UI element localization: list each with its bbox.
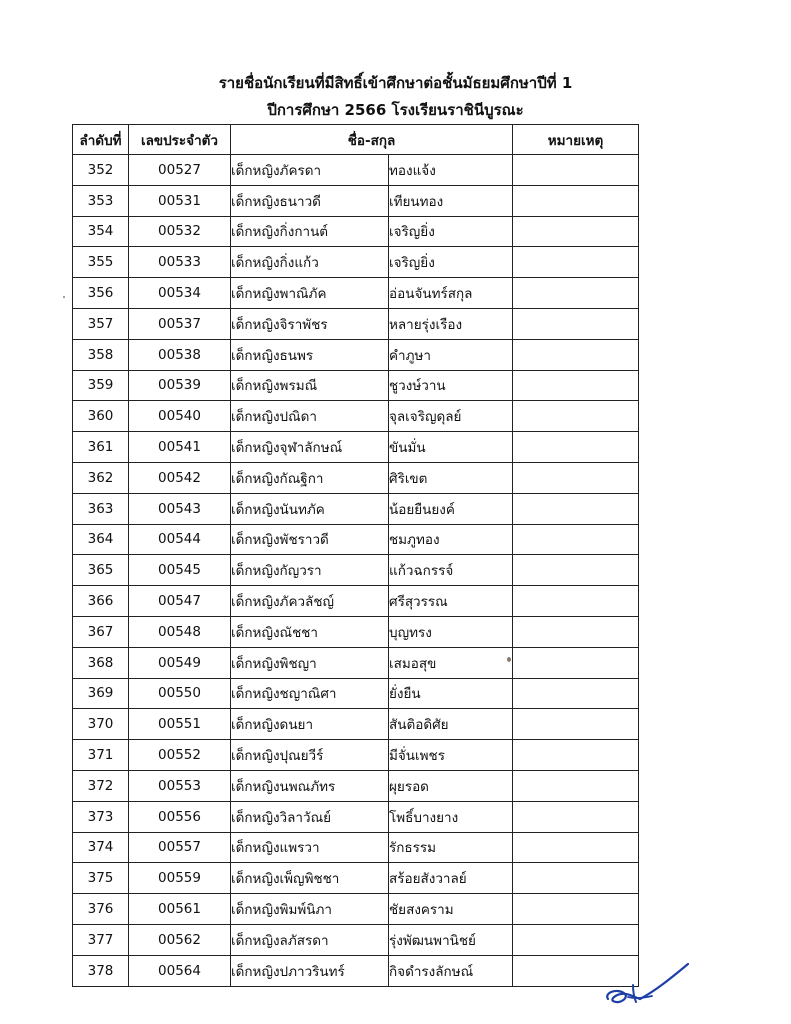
table-row bbox=[73, 370, 639, 401]
last-name-cell: ชมภูทอง bbox=[389, 524, 513, 555]
last-name-cell: ขันมั่น bbox=[389, 432, 513, 463]
order-cell: 357 bbox=[73, 308, 129, 339]
remark-cell bbox=[513, 308, 639, 339]
first-name-cell: เด็กหญิงกิ่งกานต์ bbox=[231, 216, 389, 247]
last-name-cell: หลายรุ่งเรือง bbox=[389, 308, 513, 339]
remark-cell bbox=[513, 247, 639, 278]
last-name-cell: ยั่งยืน bbox=[389, 678, 513, 709]
remark-cell bbox=[513, 616, 639, 647]
order-cell: 369 bbox=[73, 678, 129, 709]
first-name-cell: เด็กหญิงปภาวรินทร์ bbox=[231, 955, 389, 986]
order-cell: 367 bbox=[73, 616, 129, 647]
student-id-cell: 00553 bbox=[129, 770, 231, 801]
last-name-cell: สร้อยสังวาลย์ bbox=[389, 863, 513, 894]
student-id-cell: 00539 bbox=[129, 370, 231, 401]
first-name-cell: เด็กหญิงพิมพ์นิภา bbox=[231, 894, 389, 925]
student-id-cell: 00562 bbox=[129, 924, 231, 955]
last-name-cell: เสมอสุข bbox=[389, 647, 513, 678]
signature-mark bbox=[600, 955, 695, 1010]
student-id-cell: 00561 bbox=[129, 894, 231, 925]
order-cell: 377 bbox=[73, 924, 129, 955]
student-id-cell: 00547 bbox=[129, 586, 231, 617]
order-cell: 372 bbox=[73, 770, 129, 801]
order-cell: 363 bbox=[73, 493, 129, 524]
order-cell: 366 bbox=[73, 586, 129, 617]
last-name-cell: เทียนทอง bbox=[389, 185, 513, 216]
header-order: ลำดับที่ bbox=[73, 125, 129, 155]
first-name-cell: เด็กหญิงดนยา bbox=[231, 709, 389, 740]
order-cell: 361 bbox=[73, 432, 129, 463]
last-name-cell: สันติอดิศัย bbox=[389, 709, 513, 740]
remark-cell bbox=[513, 155, 639, 186]
student-id-cell: 00549 bbox=[129, 647, 231, 678]
student-id-cell: 00543 bbox=[129, 493, 231, 524]
table-row bbox=[73, 339, 639, 370]
first-name-cell: เด็กหญิงพรมณี bbox=[231, 370, 389, 401]
table-row bbox=[73, 709, 639, 740]
table-row bbox=[73, 155, 639, 186]
table-row bbox=[73, 955, 639, 986]
order-cell: 371 bbox=[73, 740, 129, 771]
first-name-cell: เด็กหญิงธนาวดี bbox=[231, 185, 389, 216]
order-cell: 360 bbox=[73, 401, 129, 432]
student-id-cell: 00533 bbox=[129, 247, 231, 278]
last-name-cell: เจริญยิ่ง bbox=[389, 247, 513, 278]
remark-cell bbox=[513, 647, 639, 678]
first-name-cell: เด็กหญิงจุฬาลักษณ์ bbox=[231, 432, 389, 463]
last-name-cell: กิจดำรงลักษณ์ bbox=[389, 955, 513, 986]
order-cell: 356 bbox=[73, 278, 129, 309]
remark-cell bbox=[513, 678, 639, 709]
first-name-cell: เด็กหญิงกัณฐิกา bbox=[231, 462, 389, 493]
first-name-cell: เด็กหญิงพาณิภัค bbox=[231, 278, 389, 309]
student-id-cell: 00559 bbox=[129, 863, 231, 894]
order-cell: 358 bbox=[73, 339, 129, 370]
table-row bbox=[73, 247, 639, 278]
header-name: ชื่อ-สกุล bbox=[231, 125, 513, 155]
scan-speck bbox=[63, 296, 65, 298]
last-name-cell: ชูวงษ์วาน bbox=[389, 370, 513, 401]
student-id-cell: 00534 bbox=[129, 278, 231, 309]
table-row bbox=[73, 832, 639, 863]
first-name-cell: เด็กหญิงธนพร bbox=[231, 339, 389, 370]
table-row bbox=[73, 770, 639, 801]
order-cell: 370 bbox=[73, 709, 129, 740]
student-id-cell: 00550 bbox=[129, 678, 231, 709]
remark-cell bbox=[513, 801, 639, 832]
table-row bbox=[73, 185, 639, 216]
remark-cell bbox=[513, 432, 639, 463]
first-name-cell: เด็กหญิงจิราพัชร bbox=[231, 308, 389, 339]
first-name-cell: เด็กหญิงณัชชา bbox=[231, 616, 389, 647]
remark-cell bbox=[513, 185, 639, 216]
last-name-cell: รักธรรม bbox=[389, 832, 513, 863]
last-name-cell: รุ่งพัฒนพานิชย์ bbox=[389, 924, 513, 955]
student-id-cell: 00540 bbox=[129, 401, 231, 432]
table-row bbox=[73, 863, 639, 894]
first-name-cell: เด็กหญิงปณิดา bbox=[231, 401, 389, 432]
student-id-cell: 00542 bbox=[129, 462, 231, 493]
first-name-cell: เด็กหญิงนันทภัค bbox=[231, 493, 389, 524]
order-cell: 352 bbox=[73, 155, 129, 186]
first-name-cell: เด็กหญิงกัญวรา bbox=[231, 555, 389, 586]
table-row bbox=[73, 924, 639, 955]
header-student-id: เลขประจำตัว bbox=[129, 125, 231, 155]
table-row bbox=[73, 401, 639, 432]
student-id-cell: 00545 bbox=[129, 555, 231, 586]
order-cell: 353 bbox=[73, 185, 129, 216]
student-table bbox=[72, 124, 639, 987]
order-cell: 365 bbox=[73, 555, 129, 586]
last-name-cell: แก้วฉกรรจ์ bbox=[389, 555, 513, 586]
remark-cell bbox=[513, 555, 639, 586]
order-cell: 359 bbox=[73, 370, 129, 401]
remark-cell bbox=[513, 278, 639, 309]
remark-cell bbox=[513, 740, 639, 771]
student-id-cell: 00527 bbox=[129, 155, 231, 186]
remark-cell bbox=[513, 832, 639, 863]
scan-speck bbox=[507, 657, 511, 662]
last-name-cell: คำภูษา bbox=[389, 339, 513, 370]
order-cell: 354 bbox=[73, 216, 129, 247]
first-name-cell: เด็กหญิงพิชญา bbox=[231, 647, 389, 678]
table-row bbox=[73, 616, 639, 647]
last-name-cell: น้อยยืนยงค์ bbox=[389, 493, 513, 524]
first-name-cell: เด็กหญิงแพรวา bbox=[231, 832, 389, 863]
student-id-cell: 00531 bbox=[129, 185, 231, 216]
table-row bbox=[73, 462, 639, 493]
student-id-cell: 00552 bbox=[129, 740, 231, 771]
remark-cell bbox=[513, 863, 639, 894]
remark-cell bbox=[513, 586, 639, 617]
remark-cell bbox=[513, 370, 639, 401]
remark-cell bbox=[513, 770, 639, 801]
student-id-cell: 00532 bbox=[129, 216, 231, 247]
table-row bbox=[73, 801, 639, 832]
first-name-cell: เด็กหญิงชญาณิศา bbox=[231, 678, 389, 709]
first-name-cell: เด็กหญิงกิ่งแก้ว bbox=[231, 247, 389, 278]
student-id-cell: 00544 bbox=[129, 524, 231, 555]
header-remark: หมายเหตุ bbox=[513, 125, 639, 155]
remark-cell bbox=[513, 709, 639, 740]
last-name-cell: อ่อนจันทร์สกุล bbox=[389, 278, 513, 309]
remark-cell bbox=[513, 462, 639, 493]
student-id-cell: 00538 bbox=[129, 339, 231, 370]
first-name-cell: เด็กหญิงนพณภัทร bbox=[231, 770, 389, 801]
first-name-cell: เด็กหญิงภัครดา bbox=[231, 155, 389, 186]
remark-cell bbox=[513, 894, 639, 925]
order-cell: 364 bbox=[73, 524, 129, 555]
order-cell: 368 bbox=[73, 647, 129, 678]
first-name-cell: เด็กหญิงลภัสรดา bbox=[231, 924, 389, 955]
document-title: รายชื่อนักเรียนที่มีสิทธิ์เข้าศึกษาต่อชั้นมัธยมศึกษาปีที่ 1 bbox=[218, 74, 573, 92]
table-body bbox=[73, 155, 639, 987]
table-row bbox=[73, 493, 639, 524]
student-id-cell: 00537 bbox=[129, 308, 231, 339]
table-header-row bbox=[73, 125, 639, 155]
last-name-cell: เจริญยิ่ง bbox=[389, 216, 513, 247]
remark-cell bbox=[513, 216, 639, 247]
first-name-cell: เด็กหญิงวิลาวัณย์ bbox=[231, 801, 389, 832]
table-row bbox=[73, 586, 639, 617]
last-name-cell: บุญทรง bbox=[389, 616, 513, 647]
order-cell: 374 bbox=[73, 832, 129, 863]
remark-cell bbox=[513, 339, 639, 370]
remark-cell bbox=[513, 924, 639, 955]
table-row bbox=[73, 678, 639, 709]
table-row bbox=[73, 216, 639, 247]
last-name-cell: ศิริเขต bbox=[389, 462, 513, 493]
table-row bbox=[73, 432, 639, 463]
remark-cell bbox=[513, 401, 639, 432]
student-id-cell: 00548 bbox=[129, 616, 231, 647]
student-id-cell: 00541 bbox=[129, 432, 231, 463]
first-name-cell: เด็กหญิงภัควลัชญ์ bbox=[231, 586, 389, 617]
last-name-cell: จุลเจริญดุลย์ bbox=[389, 401, 513, 432]
order-cell: 373 bbox=[73, 801, 129, 832]
order-cell: 375 bbox=[73, 863, 129, 894]
student-id-cell: 00551 bbox=[129, 709, 231, 740]
first-name-cell: เด็กหญิงเพ็ญพิชชา bbox=[231, 863, 389, 894]
last-name-cell: มีจั่นเพชร bbox=[389, 740, 513, 771]
first-name-cell: เด็กหญิงพัชราวดี bbox=[231, 524, 389, 555]
table-row bbox=[73, 647, 639, 678]
remark-cell bbox=[513, 493, 639, 524]
last-name-cell: ทองแจ้ง bbox=[389, 155, 513, 186]
order-cell: 362 bbox=[73, 462, 129, 493]
table-row bbox=[73, 894, 639, 925]
order-cell: 376 bbox=[73, 894, 129, 925]
table-row bbox=[73, 278, 639, 309]
last-name-cell: ผุยรอด bbox=[389, 770, 513, 801]
document-subtitle: ปีการศึกษา 2566 โรงเรียนราชินีบูรณะ bbox=[267, 101, 524, 119]
order-cell: 355 bbox=[73, 247, 129, 278]
student-id-cell: 00556 bbox=[129, 801, 231, 832]
last-name-cell: โพธิ์บางยาง bbox=[389, 801, 513, 832]
table-row bbox=[73, 740, 639, 771]
first-name-cell: เด็กหญิงปุณยวีร์ bbox=[231, 740, 389, 771]
order-cell: 378 bbox=[73, 955, 129, 986]
table-row bbox=[73, 555, 639, 586]
student-id-cell: 00557 bbox=[129, 832, 231, 863]
last-name-cell: ชัยสงคราม bbox=[389, 894, 513, 925]
table-row bbox=[73, 308, 639, 339]
remark-cell bbox=[513, 524, 639, 555]
last-name-cell: ศรีสุวรรณ bbox=[389, 586, 513, 617]
student-id-cell: 00564 bbox=[129, 955, 231, 986]
table-row bbox=[73, 524, 639, 555]
